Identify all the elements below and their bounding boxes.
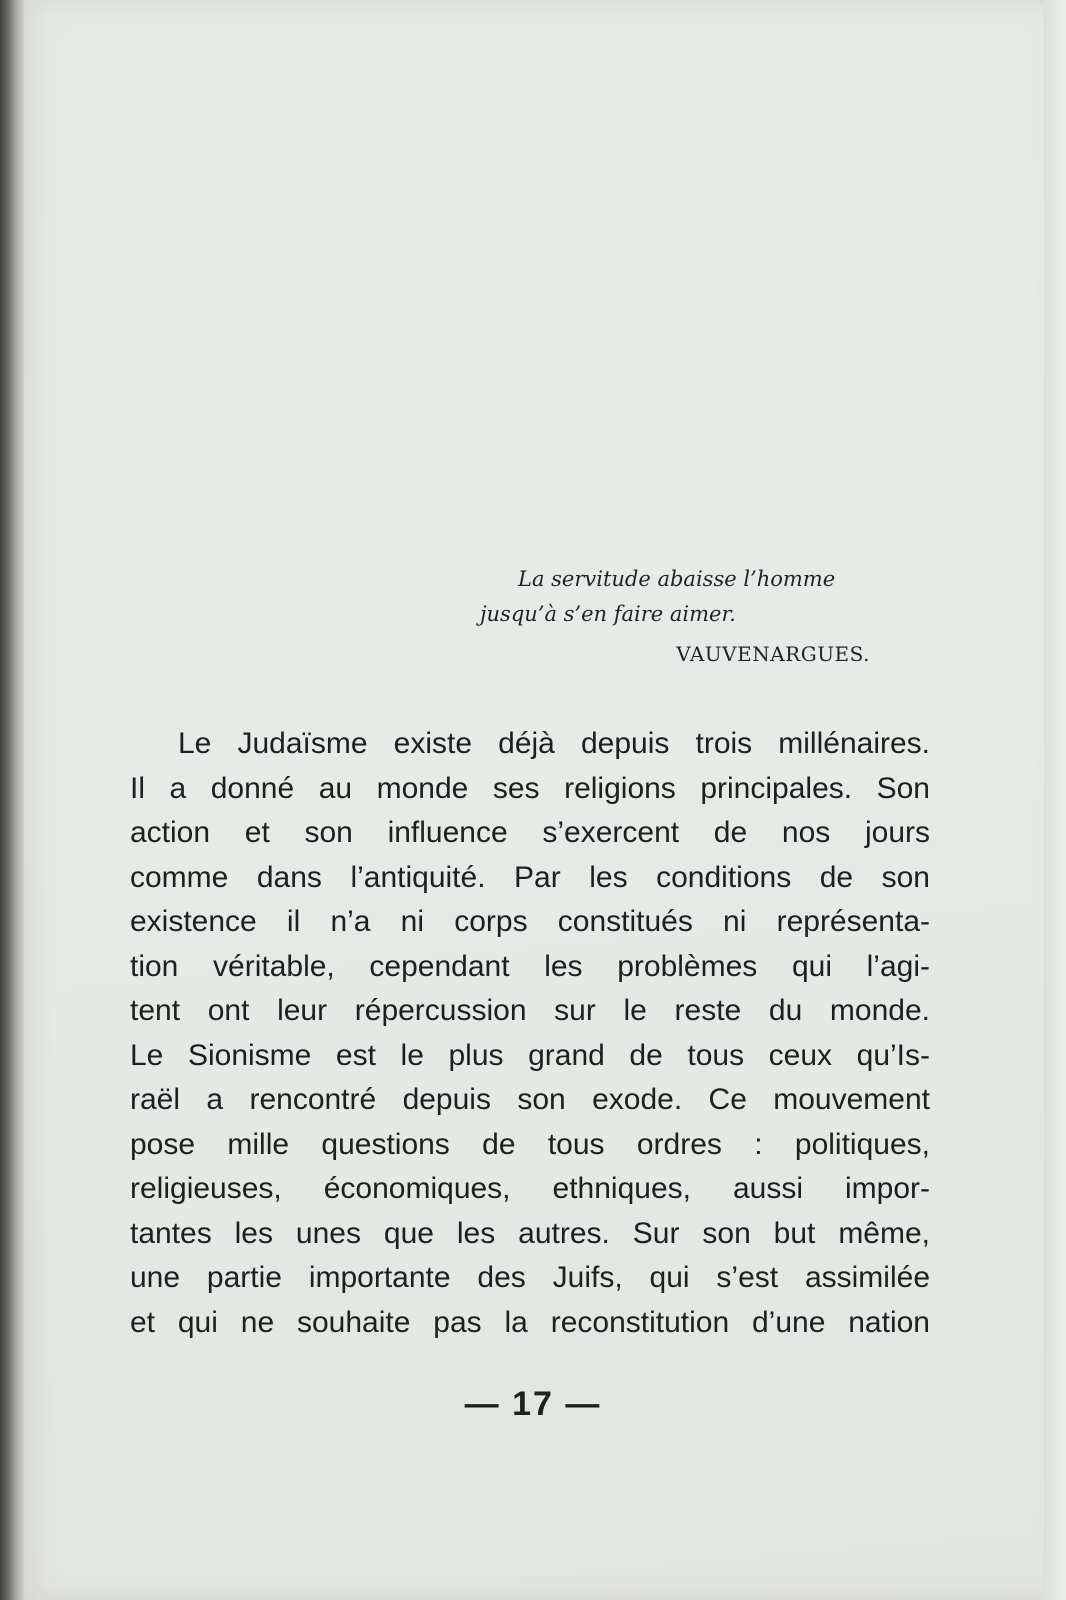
body-line: comme dans l’antiquité. Par les conditions de son (130, 860, 930, 894)
body-line: Il a donné au monde ses religions principales. Son (130, 771, 930, 805)
epigraph-author: VAUVENARGUES. (676, 642, 870, 666)
body-line: religieuses, économiques, ethniques, aussi impor- (130, 1172, 930, 1205)
body-line: Le Judaïsme existe déjà depuis trois millénaires. (178, 727, 930, 760)
epigraph-line: jusqu’à s’en faire aimer. (480, 602, 736, 626)
body-line: existence il n’a ni corps constitués ni représenta- (130, 905, 930, 938)
body-line: et qui ne souhaite pas la reconstitution d’une nation (130, 1305, 930, 1339)
epigraph-line: La servitude abaisse l’homme (518, 567, 836, 591)
body-line: raël a rencontré depuis son exode. Ce mouvement (130, 1083, 930, 1116)
body-line: une partie importante des Juifs, qui s’est assimilée (130, 1261, 930, 1294)
body-line: action et son influence s’exercent de nos jours (130, 816, 930, 849)
body-line: tent ont leur répercussion sur le reste du monde. (130, 994, 930, 1027)
body-paragraph (130, 722, 930, 1345)
body-line: Le Sionisme est le plus grand de tous ceux qu’Is- (130, 1038, 930, 1072)
page-number: — 17 — (464, 1385, 602, 1423)
book-spine (0, 0, 24, 1600)
body-line: tantes les unes que les autres. Sur son but même, (130, 1216, 930, 1250)
body-line: pose mille questions de tous ordres : politiques, (130, 1127, 930, 1161)
body-line: tion véritable, cependant les problèmes qui l’agi- (130, 949, 930, 983)
epigraph (470, 562, 910, 674)
